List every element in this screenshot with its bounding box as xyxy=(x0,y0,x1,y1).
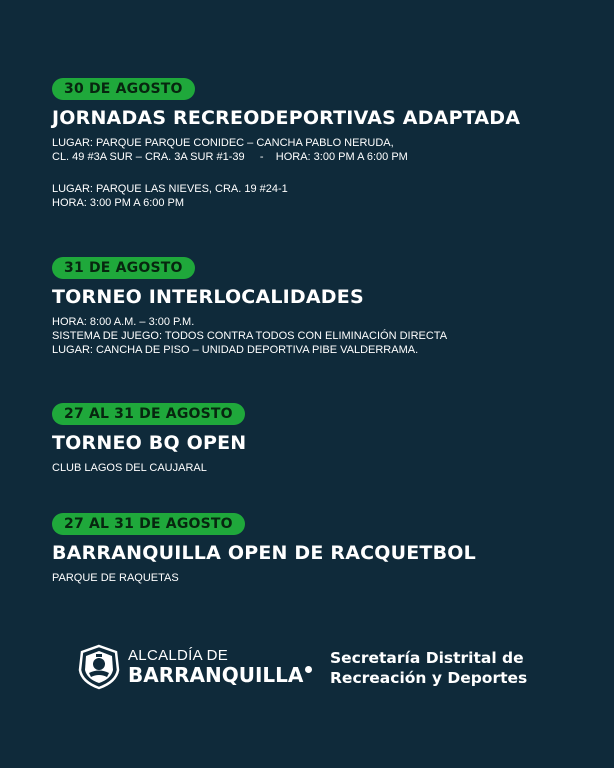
event-detail-line: PARQUE DE RAQUETAS xyxy=(52,572,179,584)
footer xyxy=(0,640,614,700)
secretaria-line-2: Recreación y Deportes xyxy=(330,669,528,687)
event-detail-line: LUGAR: PARQUE LAS NIEVES, CRA. 19 #24-1 xyxy=(52,183,288,195)
event-detail-line: SISTEMA DE JUEGO: TODOS CONTRA TODOS CON ELIMINACIÓN DIRECTA xyxy=(52,330,448,342)
event-title: JORNADAS RECREODEPORTIVAS ADAPTADA xyxy=(52,107,521,129)
event-title: TORNEO INTERLOCALIDADES xyxy=(52,286,364,308)
separator-dot xyxy=(305,666,312,673)
event-2 xyxy=(52,257,592,357)
barranquilla-crest-icon xyxy=(76,644,122,690)
date-badge: 30 DE AGOSTO xyxy=(52,78,195,100)
event-detail-line: CL. 49 #3A SUR – CRA. 3A SUR #1-39 - HORA: 3:00 PM A 6:00 PM xyxy=(52,151,408,163)
event-1 xyxy=(52,78,592,210)
event-detail-line: CLUB LAGOS DEL CAUJARAL xyxy=(52,462,207,474)
event-title: TORNEO BQ OPEN xyxy=(52,432,247,454)
event-detail-line: HORA: 8:00 A.M. – 3:00 P.M. xyxy=(52,316,195,328)
event-detail-line: LUGAR: CANCHA DE PISO – UNIDAD DEPORTIVA PIBE VALDERRAMA. xyxy=(52,344,419,356)
event-4 xyxy=(52,513,592,585)
date-badge: 27 AL 31 DE AGOSTO xyxy=(52,403,245,425)
logo-text-top: ALCALDÍA DE xyxy=(128,647,229,664)
event-detail-line: HORA: 3:00 PM A 6:00 PM xyxy=(52,197,185,209)
secretaria-line-1: Secretaría Distrital de xyxy=(330,649,524,667)
event-3 xyxy=(52,403,592,475)
date-badge: 31 DE AGOSTO xyxy=(52,257,195,279)
event-detail-line: LUGAR: PARQUE PARQUE CONIDEC – CANCHA PABLO NERUDA, xyxy=(52,137,394,149)
date-badge: 27 AL 31 DE AGOSTO xyxy=(52,513,245,535)
logo-text-bottom: BARRANQUILLA xyxy=(128,663,304,687)
event-title: BARRANQUILLA OPEN DE RACQUETBOL xyxy=(52,542,476,564)
